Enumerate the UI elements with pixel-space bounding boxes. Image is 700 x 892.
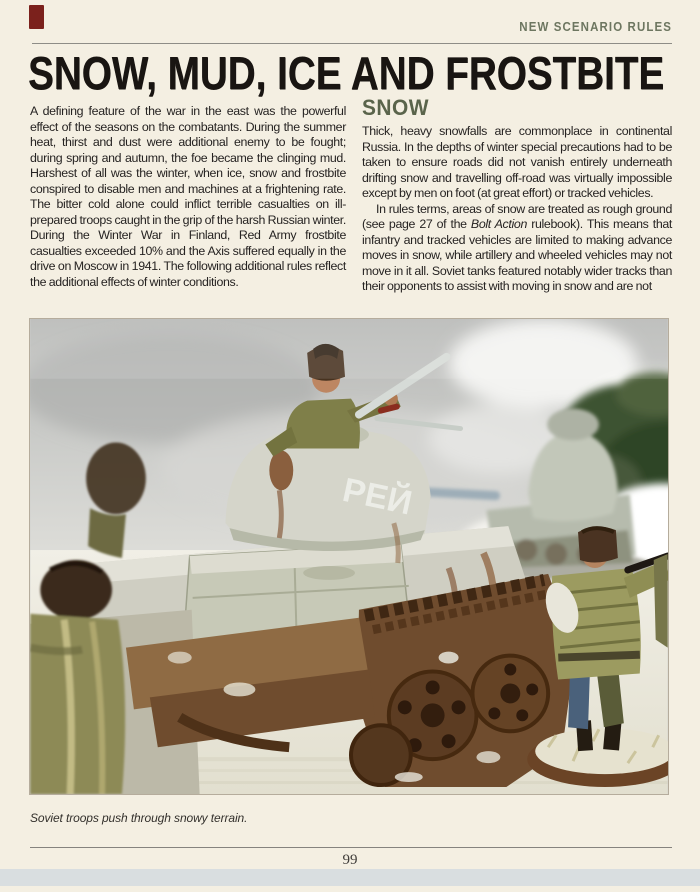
photo-caption: Soviet troops push through snowy terrain. xyxy=(30,811,248,825)
snow-paragraph-1: Thick, heavy snowfalls are commonplace in continental Russia. In the depths of winter special precautions had to be taken to ensure roads did not vanish entirely underneath drifting snow and travelling off-road was virtually impossible except by men on foot (at great effort) or tracked vehicles. xyxy=(362,124,672,200)
rulebook-title-italic: Bolt Action xyxy=(470,217,527,231)
page-title: SNOW, MUD, ICE AND FROSTBITE xyxy=(28,47,665,99)
snow-heading: SNOW xyxy=(362,95,429,120)
body-columns xyxy=(30,95,672,295)
page-edge-red-mark xyxy=(29,5,44,29)
intro-paragraph: A defining feature of the war in the east was the powerful effect of the seasons on the combatants. During the summer heat, thirst and dust were additional enemy to be fought; during spring and autumn, the foe became the clinging mud. Harshest of all was the winter, when ice, snow and frostbite conspired to disable men and machines at a frightening rate. The bitter cold alone could inflict terrible casualties on ill-prepared troops caught in the grip of the harsh Russian winter. During the Winter War in Finland, Red Army frostbite casualties exceeded 10% and the Axis suffered equally in the drive on Moscow in 1941. The following additional rules reflect the additional effects of winter conditions. xyxy=(30,104,346,289)
snow-paragraph-2-text: In rules terms, areas of snow are treated as rough ground (see page 27 of the xyxy=(362,201,672,231)
section-kicker: NEW SCENARIO RULES xyxy=(519,20,672,34)
footer-rule xyxy=(30,847,672,848)
snow-paragraph-2 xyxy=(362,202,672,295)
page-number: 99 xyxy=(342,852,358,868)
photo-soviet-tanks-snow xyxy=(29,318,669,795)
footer-bar xyxy=(0,869,700,886)
snow-column xyxy=(362,95,672,295)
snow-paragraph-2-tail: rulebook). This means that infantry and tracked vehicles are limited to making advance moves in snow, while artillery and wheeled vehicles may not move in it all. Soviet tanks featured notably wider tracks than their opponents to assist with moving in snow and are not xyxy=(362,217,672,293)
turret-marking: РЕЙ xyxy=(339,470,416,523)
intro-column xyxy=(30,95,346,295)
header-rule xyxy=(32,43,672,44)
